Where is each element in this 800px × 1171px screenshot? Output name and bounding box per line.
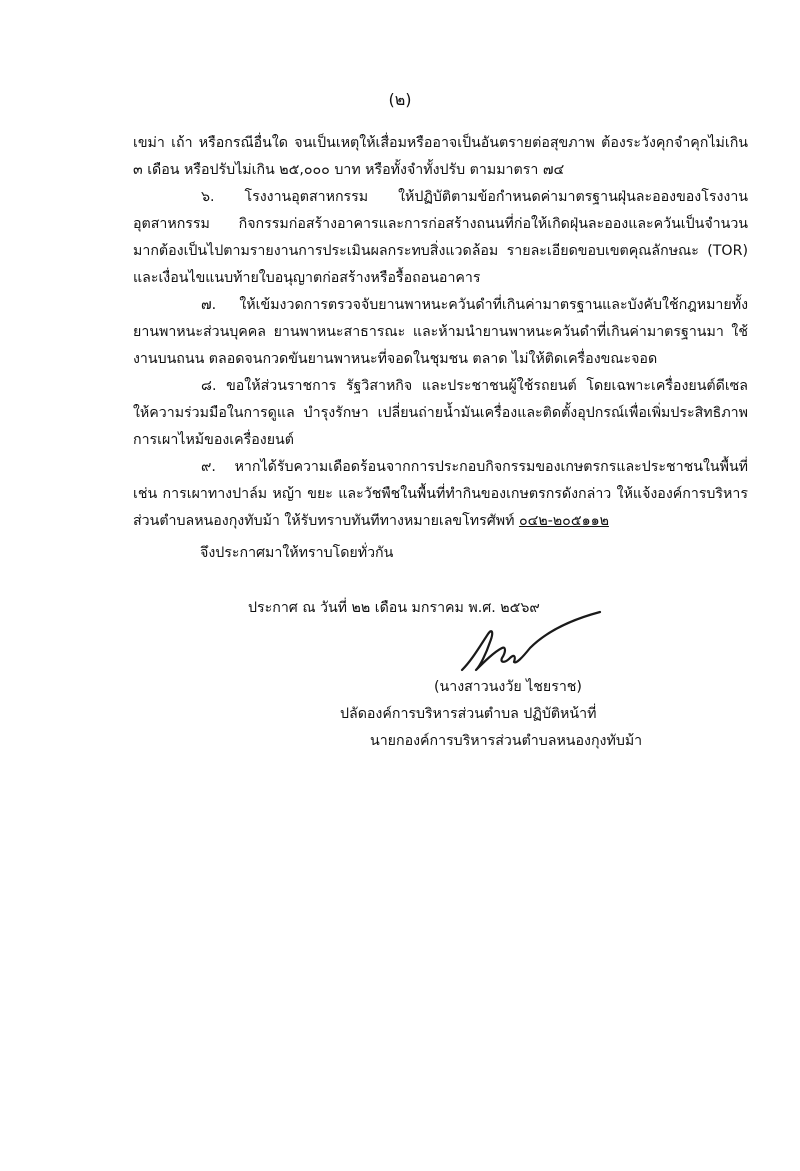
signatory-block xyxy=(340,674,680,755)
announcement-date: ประกาศ ณ วันที่ ๒๒ เดือน มกราคม พ.ศ. ๒๕๖๙ xyxy=(248,600,540,616)
closing-statement: จึงประกาศมาให้ทราบโดยทั่วกัน xyxy=(200,545,394,561)
signatory-title: ปลัดองค์การบริหารส่วนตำบล ปฏิบัติหน้าที่ xyxy=(340,706,597,722)
paragraph-item-9-text: ๙. หากได้รับความเดือดร้อนจากการประกอบกิจกรรมของเกษตรกรและประชาชนในพื้นที่ เช่น การเผาทางปาล์ม หญ้า ขยะ และวัชพืชในพื้นที่ทำกินของเกษตรกรดังกล่าว ให้แจ้งองค์การบริหารส่วนตำบลหนองกุงทับม้า ให้รับทราบทันทีทางหมายเลขโทรศัพท์ xyxy=(133,459,748,529)
phone-number: ๐๔๒-๒๐๕๑๑๒ xyxy=(518,513,609,529)
paragraph-item-7: ๗. ให้เข้มงวดการตรวจจับยานพาหนะควันดำที่เกินค่ามาตรฐานและบังคับใช้กฎหมายทั้งยานพาหนะส่วนบุคคล ยานพาหนะสาธารณะ และห้ามนำยานพาหนะควันดำที่เกินค่ามาตรฐานมา ใช้งานบนถนน ตลอดจนกวดขันยานพาหนะที่จอดในชุมชน ตลาด ไม่ให้ติดเครื่องขณะจอด xyxy=(133,297,748,367)
paragraph-item-9 xyxy=(133,454,748,535)
signatory-position: นายกองค์การบริหารส่วนตำบลหนองกุงทับม้า xyxy=(370,733,643,749)
paragraph-continuation: เขม่า เถ้า หรือกรณีอื่นใด จนเป็นเหตุให้เสื่อมหรืออาจเป็นอันตรายต่อสุขภาพ ต้องระวังคุกจำคุกไม่เกิน ๓ เดือน หรือปรับไม่เกิน ๒๕,๐๐๐ บาท หรือทั้งจำทั้งปรับ ตามมาตรา ๗๔ xyxy=(133,135,748,178)
paragraph-item-8: ๘. ขอให้ส่วนราชการ รัฐวิสาหกิจ และประชาชนผู้ใช้รถยนต์ โดยเฉพาะเครื่องยนต์ดีเซล ให้ความร่วมมือในการดูแล บำรุงรักษา เปลี่ยนถ่ายน้ำมันเครื่องและติดตั้งอุปกรณ์เพื่อเพิ่มประสิทธิภาพการเผาไหม้ของเครื่องยนต์ xyxy=(133,378,748,448)
page-number: (๒) xyxy=(388,90,412,109)
paragraph-item-6: ๖. โรงงานอุตสาหกรรม ให้ปฏิบัติตามข้อกำหนดค่ามาตรฐานฝุ่นละอองของโรงงานอุตสาหกรรม กิจกรรมก่อสร้างอาคารและการก่อสร้างถนนที่ก่อให้เกิดฝุ่นละอองและควันเป็นจำนวนมากต้องเป็นไปตามรายงานการประเมินผลกระทบสิ่งแวดล้อม รายละเอียดขอบเขตคุณลักษณะ (TOR) และเงื่อนไขแนบท้ายใบอนุญาตก่อสร้างหรือรื้อถอนอาคาร xyxy=(133,189,748,286)
signatory-name: (นางสาวนงวัย ไชยราช) xyxy=(434,679,582,695)
document-body xyxy=(133,130,748,535)
